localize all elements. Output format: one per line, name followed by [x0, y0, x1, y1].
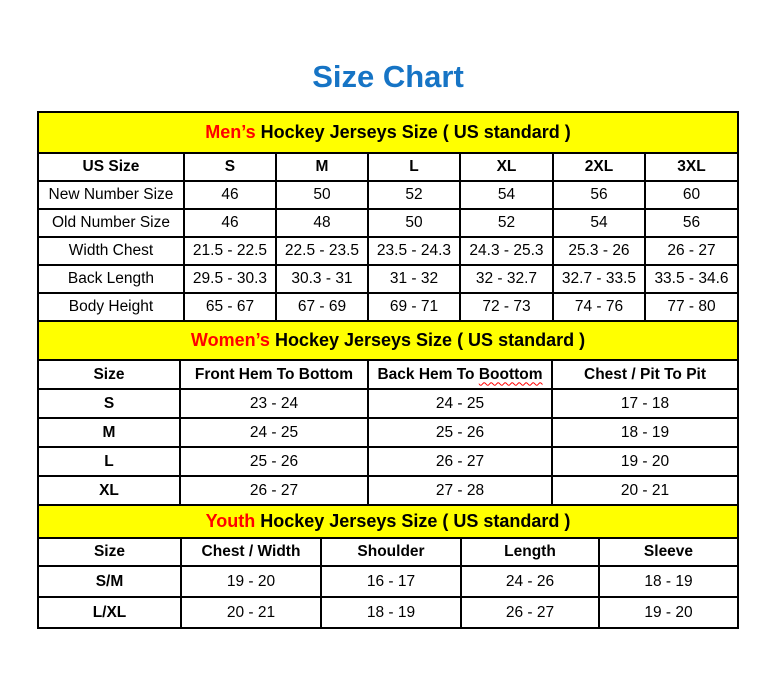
youth-banner-highlight: Youth	[205, 511, 256, 532]
table-cell: 32.7 - 33.5	[553, 265, 645, 293]
table-cell: 26 - 27	[645, 237, 738, 265]
mens-header-row	[38, 153, 738, 181]
table-cell: 18 - 19	[599, 566, 738, 597]
row-label: XL	[38, 476, 180, 505]
table-cell: 23.5 - 24.3	[368, 237, 460, 265]
table-cell: 24 - 25	[180, 418, 368, 447]
table-cell: 50	[276, 181, 368, 209]
column-header: Shoulder	[321, 538, 461, 566]
table-cell: 50	[368, 209, 460, 237]
size-chart-container	[0, 111, 776, 629]
table-row	[38, 265, 738, 293]
table-cell: 52	[368, 181, 460, 209]
table-cell: 25.3 - 26	[553, 237, 645, 265]
row-label: S	[38, 389, 180, 418]
row-label: Back Length	[38, 265, 184, 293]
table-cell: 18 - 19	[321, 597, 461, 628]
table-row	[38, 209, 738, 237]
table-row	[38, 597, 738, 628]
table-cell: 19 - 20	[552, 447, 738, 476]
table-cell: 67 - 69	[276, 293, 368, 321]
table-row	[38, 418, 738, 447]
table-row	[38, 237, 738, 265]
row-label: Width Chest	[38, 237, 184, 265]
mens-section-banner	[38, 112, 738, 153]
womens-banner-text: Hockey Jerseys Size ( US standard )	[269, 330, 586, 351]
mens-size-table	[37, 111, 739, 322]
back-hem-misspelled-word: Boottom	[478, 365, 543, 383]
table-cell: 16 - 17	[321, 566, 461, 597]
table-cell: 27 - 28	[368, 476, 552, 505]
column-header: Chest / Width	[181, 538, 321, 566]
column-header: US Size	[38, 153, 184, 181]
row-label: L/XL	[38, 597, 181, 628]
table-cell: 19 - 20	[181, 566, 321, 597]
table-cell: 56	[645, 209, 738, 237]
table-cell: 26 - 27	[461, 597, 599, 628]
womens-section-banner	[38, 321, 738, 360]
table-cell: 24 - 26	[461, 566, 599, 597]
youth-banner-text: Hockey Jerseys Size ( US standard )	[255, 511, 571, 532]
row-label: M	[38, 418, 180, 447]
table-cell: 30.3 - 31	[276, 265, 368, 293]
row-label: L	[38, 447, 180, 476]
row-label: Old Number Size	[38, 209, 184, 237]
table-cell: 46	[184, 209, 276, 237]
womens-header-row	[38, 360, 738, 389]
mens-banner-highlight: Men’s	[205, 122, 256, 143]
youth-banner-cell	[38, 505, 738, 538]
column-header	[368, 360, 552, 389]
table-row	[38, 293, 738, 321]
table-cell: 77 - 80	[645, 293, 738, 321]
table-cell: 25 - 26	[180, 447, 368, 476]
womens-size-table	[37, 320, 739, 506]
table-row	[38, 447, 738, 476]
table-cell: 72 - 73	[460, 293, 553, 321]
table-cell: 48	[276, 209, 368, 237]
column-header: Chest / Pit To Pit	[552, 360, 738, 389]
youth-header-row	[38, 538, 738, 566]
column-header: Size	[38, 360, 180, 389]
column-header: Front Hem To Bottom	[180, 360, 368, 389]
back-hem-label: Back Hem To	[377, 365, 479, 383]
womens-banner-cell	[38, 321, 738, 360]
table-cell: 26 - 27	[180, 476, 368, 505]
row-label: New Number Size	[38, 181, 184, 209]
table-cell: 60	[645, 181, 738, 209]
row-label: Body Height	[38, 293, 184, 321]
column-header: XL	[460, 153, 553, 181]
column-header: Size	[38, 538, 181, 566]
table-cell: 24.3 - 25.3	[460, 237, 553, 265]
column-header: Length	[461, 538, 599, 566]
table-cell: 26 - 27	[368, 447, 552, 476]
table-cell: 54	[460, 181, 553, 209]
table-cell: 19 - 20	[599, 597, 738, 628]
mens-banner-text: Hockey Jerseys Size ( US standard )	[255, 122, 571, 143]
column-header: 3XL	[645, 153, 738, 181]
mens-banner-cell	[38, 112, 738, 153]
row-label: S/M	[38, 566, 181, 597]
table-cell: 54	[553, 209, 645, 237]
table-cell: 22.5 - 23.5	[276, 237, 368, 265]
column-header: L	[368, 153, 460, 181]
table-row	[38, 566, 738, 597]
table-cell: 29.5 - 30.3	[184, 265, 276, 293]
table-cell: 20 - 21	[181, 597, 321, 628]
column-header: M	[276, 153, 368, 181]
table-row	[38, 181, 738, 209]
table-cell: 56	[553, 181, 645, 209]
table-cell: 52	[460, 209, 553, 237]
table-cell: 17 - 18	[552, 389, 738, 418]
table-cell: 21.5 - 22.5	[184, 237, 276, 265]
table-cell: 33.5 - 34.6	[645, 265, 738, 293]
table-cell: 32 - 32.7	[460, 265, 553, 293]
page-title: Size Chart	[312, 59, 464, 94]
table-cell: 69 - 71	[368, 293, 460, 321]
table-cell: 20 - 21	[552, 476, 738, 505]
table-cell: 25 - 26	[368, 418, 552, 447]
table-cell: 31 - 32	[368, 265, 460, 293]
table-cell: 74 - 76	[553, 293, 645, 321]
table-cell: 18 - 19	[552, 418, 738, 447]
table-cell: 24 - 25	[368, 389, 552, 418]
womens-banner-highlight: Women’s	[190, 330, 270, 351]
table-cell: 46	[184, 181, 276, 209]
table-row	[38, 476, 738, 505]
table-row	[38, 389, 738, 418]
table-cell: 65 - 67	[184, 293, 276, 321]
column-header: S	[184, 153, 276, 181]
youth-size-table	[37, 504, 739, 629]
youth-section-banner	[38, 505, 738, 538]
column-header: 2XL	[553, 153, 645, 181]
table-cell: 23 - 24	[180, 389, 368, 418]
column-header: Sleeve	[599, 538, 738, 566]
